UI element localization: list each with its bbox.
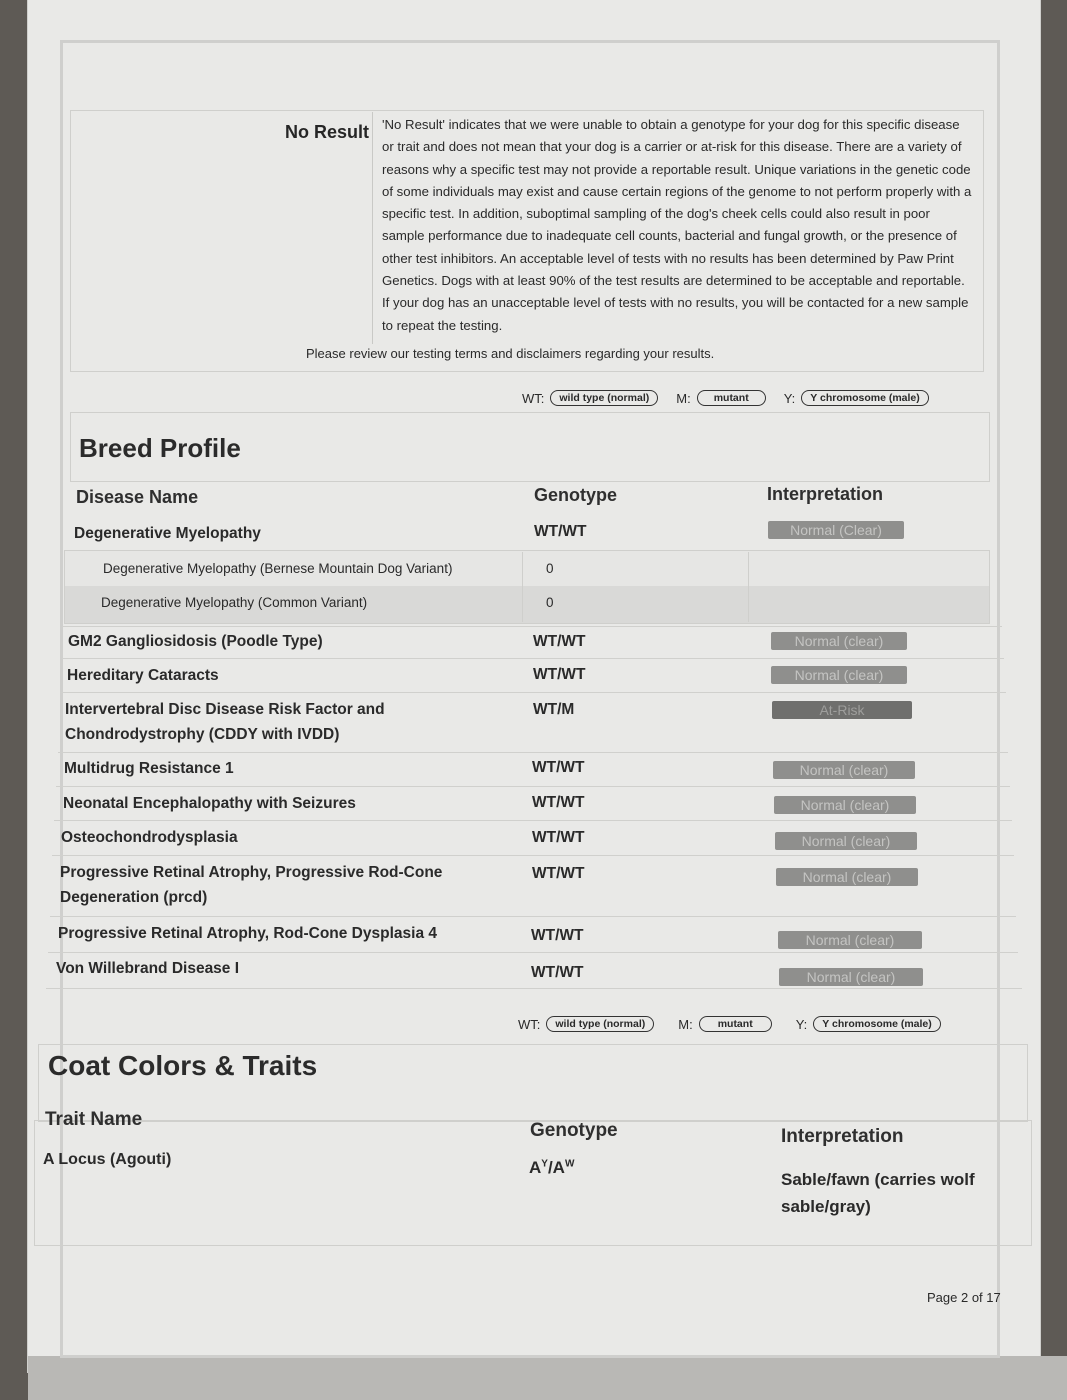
col-trait-name: Trait Name [45, 1109, 143, 1130]
interpretation-badge: Normal (clear) [771, 666, 907, 684]
legend-wt-pill: wild type (normal) [546, 1016, 654, 1032]
disease-name: Progressive Retinal Atrophy, Progressive Rod-Cone Degeneration (prcd) [60, 864, 443, 906]
legend-wt-key: WT: [518, 1016, 541, 1032]
interpretation-badge: Normal (Clear) [768, 521, 904, 539]
no-result-label: No Result [285, 122, 370, 142]
variant-value: 0 [546, 595, 554, 610]
page-number: Page 2 of 17 [927, 1290, 1001, 1305]
disease-name: Progressive Retinal Atrophy, Rod-Cone Dysplasia 4 [58, 925, 437, 942]
coat-title: Coat Colors & Traits [48, 1050, 318, 1081]
row-divider [46, 988, 1022, 989]
disease-name: Multidrug Resistance 1 [64, 760, 234, 777]
disease-name: Degenerative Myelopathy [74, 525, 261, 542]
subtable-divider [522, 552, 523, 622]
row-divider [62, 626, 1002, 627]
col-genotype: Genotype [534, 485, 618, 505]
trait-name: A Locus (Agouti) [43, 1151, 172, 1168]
legend-y-key: Y: [783, 390, 796, 406]
col-genotype: Genotype [530, 1120, 618, 1141]
disease-name: Hereditary Cataracts [67, 667, 219, 684]
row-divider [56, 786, 1010, 787]
genotype-value: WT/WT [533, 633, 586, 650]
variant-value: 0 [546, 561, 554, 576]
genotype-value: WT/WT [531, 964, 584, 981]
trait-interpretation: Sable/fawn (carries wolf sable/gray) [781, 1170, 975, 1216]
no-result-text: 'No Result' indicates that we were unable to obtain a genotype for your dog for this specific disease or trait and does not mean that your dog is a carrier or at-risk for this disease. There are a variety of reasons why a specific test may not provide a reportable result. Unique variations in the genetic code of some individuals may exist and cause certain regions of the genome to not perform properly with a specific test. In addition, suboptimal sampling of the dog's cheek cells could also result in poor sample performance due to inadequate cell counts, bacterial and fungal growth, or the presence of other test inhibitors. An acceptable level of tests with no results has been determined by Paw Print Genetics. Dogs with at least 90% of the test results are determined to be acceptable and reportable. If your dog has an unacceptable level of tests with no results, you will be contacted for a new sample to repeat the testing. [382, 117, 972, 333]
row-divider [54, 820, 1012, 821]
legend-m-pill: mutant [699, 1016, 772, 1032]
interpretation-badge: Normal (clear) [771, 632, 907, 650]
genotype-value: WT/WT [532, 829, 585, 846]
genotype-value: WT/WT [532, 794, 585, 811]
breed-profile-title: Breed Profile [79, 433, 241, 463]
genotype-value: WT/WT [534, 523, 587, 540]
row-divider [62, 658, 1004, 659]
paper-edge [28, 1356, 1067, 1400]
genotype-value: WT/WT [532, 865, 585, 882]
col-interpretation: Interpretation [767, 484, 884, 504]
genotype-value: WT/WT [532, 759, 585, 776]
genotype-value: WT/WT [533, 666, 586, 683]
no-result-divider [372, 112, 373, 344]
disease-name: Von Willebrand Disease I [56, 960, 240, 977]
variant-name: Degenerative Myelopathy (Bernese Mountain Dog Variant) [103, 561, 453, 576]
interpretation-badge: Normal (clear) [775, 832, 917, 850]
disease-name: Neonatal Encephalopathy with Seizures [63, 795, 356, 812]
legend-m-pill: mutant [697, 390, 766, 406]
interpretation-badge: Normal (clear) [773, 761, 915, 779]
genotype-value: WT/M [533, 701, 575, 718]
row-divider [50, 916, 1016, 917]
genotype-value: WT/WT [531, 927, 584, 944]
disclaimer-text: Please review our testing terms and disclaimers regarding your results. [306, 346, 715, 361]
interpretation-badge: Normal (clear) [774, 796, 916, 814]
interpretation-badge: Normal (clear) [776, 868, 918, 886]
legend-wt-pill: wild type (normal) [550, 390, 658, 406]
disease-name: GM2 Gangliosidosis (Poodle Type) [68, 633, 323, 650]
legend-y-pill: Y chromosome (male) [801, 390, 929, 406]
row-divider [58, 752, 1008, 753]
variant-name: Degenerative Myelopathy (Common Variant) [101, 595, 368, 610]
interpretation-badge: Normal (clear) [778, 931, 922, 949]
legend-wt-key: WT: [522, 390, 545, 406]
trait-genotype: $A^Y/A^W$ [529, 1158, 575, 1177]
genotype-legend [518, 1016, 941, 1032]
row-divider [48, 952, 1018, 953]
genotype-legend [522, 390, 929, 406]
row-divider [60, 692, 1006, 693]
interpretation-badge: Normal (clear) [779, 968, 923, 986]
subtable-divider [748, 552, 749, 622]
col-disease-name: Disease Name [76, 487, 199, 507]
legend-y-key: Y: [795, 1016, 808, 1032]
legend-m-key: M: [678, 1016, 693, 1032]
row-divider [52, 855, 1014, 856]
disease-name: Osteochondrodysplasia [61, 829, 238, 846]
legend-m-key: M: [676, 390, 691, 406]
col-interpretation: Interpretation [781, 1126, 904, 1147]
interpretation-badge: At-Risk [772, 701, 912, 719]
disease-name: Intervertebral Disc Disease Risk Factor and Chondrodystrophy (CDDY with IVDD) [65, 701, 385, 743]
legend-y-pill: Y chromosome (male) [813, 1016, 941, 1032]
